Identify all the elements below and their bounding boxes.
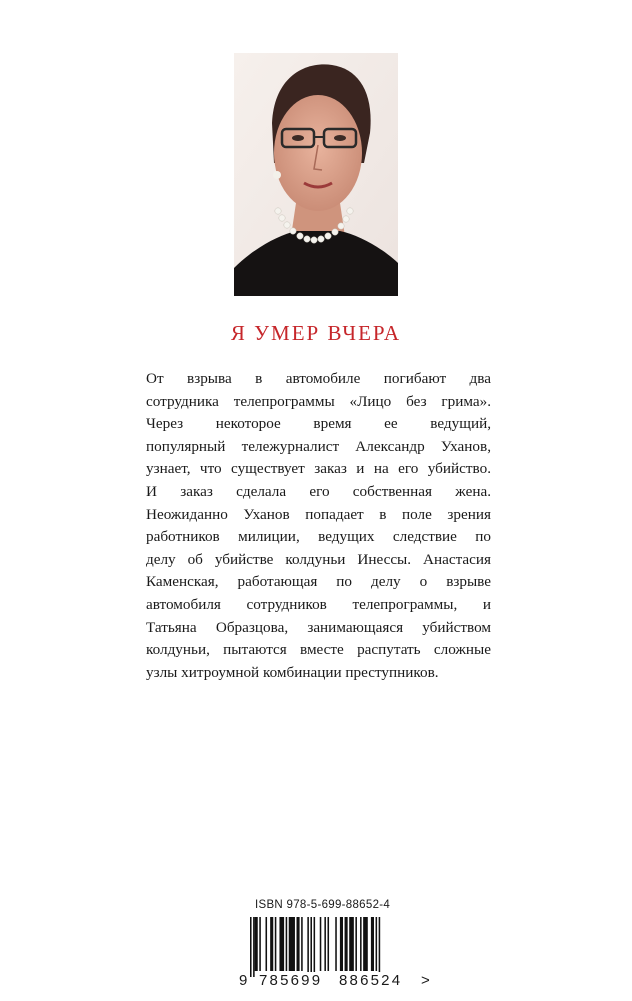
description-line: работников милиции, ведущих следствие по (146, 528, 491, 546)
barcode-bar (289, 917, 295, 971)
description-line: Неожиданно Уханов попадает в поле зрения (146, 505, 491, 523)
barcode-bar (335, 917, 337, 971)
barcode-bar (310, 917, 312, 977)
barcode-bar (255, 917, 258, 971)
barcode-bar (328, 917, 330, 971)
barcode-bar (286, 917, 288, 971)
description-line: И заказ сделала его собственная жена. (146, 482, 491, 500)
isbn-label: ISBN 978-5-699-88652-4 (255, 899, 391, 911)
book-description (146, 368, 491, 684)
barcode-bar (297, 917, 300, 971)
barcode-bar (275, 917, 277, 971)
book-title: Я УМЕР ВЧЕРА (230, 321, 402, 345)
barcode-digit-first: 9 (239, 972, 248, 989)
barcode-bar (270, 917, 273, 971)
barcode-bar (324, 917, 326, 971)
description-line: Каменская, работающая по делу о взрыве (146, 573, 491, 591)
barcode-bar (266, 917, 268, 971)
barcode-bar (379, 917, 381, 977)
author-photo (234, 53, 398, 296)
barcode-bar (355, 917, 357, 971)
barcode-bar (307, 917, 309, 977)
barcode-bar (363, 917, 368, 971)
description-line: автомобиля сотрудников телепрограммы, и (146, 595, 491, 613)
description-line: сотрудника телепрограммы «Лицо без грима». (146, 392, 491, 410)
barcode-bar (376, 917, 378, 971)
description-line: Через некоторое время ее ведущий, (146, 415, 491, 433)
barcode-bar (250, 917, 252, 977)
barcode-bar (259, 917, 261, 971)
barcode-bar (320, 917, 322, 971)
description-line: узнает, что существует заказ и на его убийство. (146, 460, 491, 478)
description-line: делу об убийстве колдуньи Инессы. Анастасия (146, 550, 491, 568)
description-line: От взрыва в автомобиле погибают два (146, 370, 491, 387)
barcode-end-mark: > (421, 972, 430, 989)
barcode-bar (279, 917, 284, 971)
barcode-digits (240, 972, 430, 992)
barcode-bar (360, 917, 362, 971)
barcode-bar (349, 917, 354, 971)
barcode-bar (340, 917, 343, 971)
barcode-digits-left: 785699 (259, 972, 323, 989)
description-line: колдуньи, пытаются вместе распутать сложные (146, 641, 491, 659)
barcode-bar (314, 917, 316, 977)
description-line: Татьяна Образцова, занимающаяся убийством (146, 618, 491, 636)
barcode-bar (301, 917, 303, 971)
description-line: популярный тележурналист Александр Уханов, (146, 437, 491, 455)
barcode-bar (371, 917, 374, 971)
barcode-bar (253, 917, 255, 977)
description-line: узлы хитроумной комбинации преступников. (146, 663, 439, 681)
barcode-bar (345, 917, 348, 971)
barcode-digits-right: 886524 (339, 972, 403, 989)
